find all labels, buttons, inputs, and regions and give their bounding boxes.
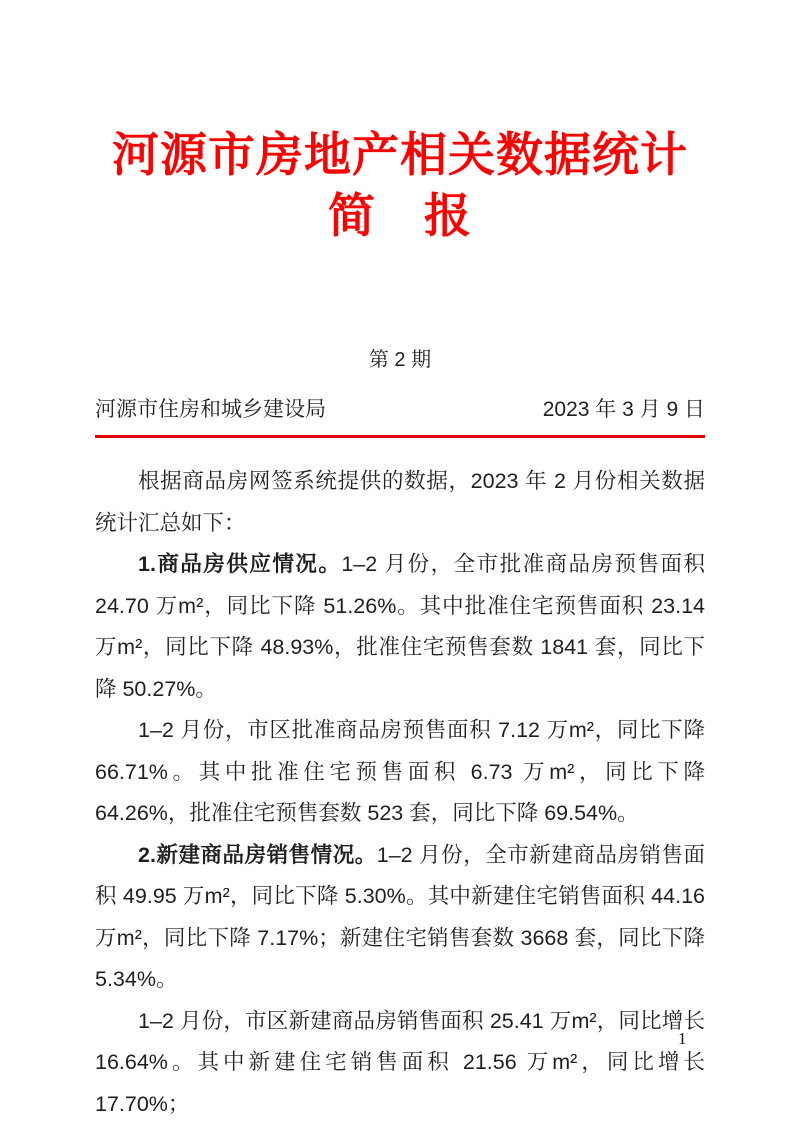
document-body xyxy=(95,461,705,1122)
document-title-line2: 简 报 xyxy=(328,191,472,243)
paragraph-lead-bold: 1.商品房供应情况。 xyxy=(138,552,342,576)
paragraph-lead-bold: 2.新建商品房销售情况。 xyxy=(138,842,377,867)
paragraph xyxy=(95,544,705,710)
document-title xyxy=(95,126,705,248)
document-content xyxy=(95,0,705,1122)
paragraph-text: 1–2 月份，全市新建商品房销售面积 49.95 万m²，同比下降 5.30%。其中新建住宅销售面积 44.16 万m²，同比下降 7.17%；新建住宅销售套数 3668 套，同比下降 5.34%。 xyxy=(95,842,705,991)
paragraph xyxy=(95,461,705,544)
paragraph xyxy=(95,710,705,835)
issuer-row xyxy=(95,396,705,438)
page-number: 1 xyxy=(678,1029,687,1048)
document-title-line1: 河源市房地产相关数据统计 xyxy=(112,130,688,182)
paragraph xyxy=(95,835,705,1001)
paragraph-text: 1–2 月份，全市批准商品房预售面积 24.70 万m²，同比下降 51.26%。其中批准住宅预售面积 23.14 万m²，同比下降 48.93%，批准住宅预售套数 1841 套，同比下降 50.27%。 xyxy=(95,552,705,701)
paragraph-text: 根据商品房网签系统提供的数据，2023 年 2 月份相关数据统计汇总如下： xyxy=(95,469,705,535)
paragraph-text: 1–2 月份，市区批准商品房预售面积 7.12 万m²，同比下降 66.71%。其中批准住宅预售面积 6.73 万m²，同比下降 64.26%，批准住宅预售套数 523 套，同比下降 69.54%。 xyxy=(95,718,705,825)
issuer-name: 河源市住房和城乡建设局 xyxy=(95,398,326,421)
paragraph xyxy=(95,1001,705,1122)
paragraph-text: 1–2 月份，市区新建商品房销售面积 25.41 万m²，同比增长 16.64%。其中新建住宅销售面积 21.56 万m²，同比增长 17.70%； xyxy=(95,1008,705,1116)
issue-label: 第 2 期 xyxy=(368,349,432,371)
issue-date: 2023 年 3 月 9 日 xyxy=(542,398,705,421)
